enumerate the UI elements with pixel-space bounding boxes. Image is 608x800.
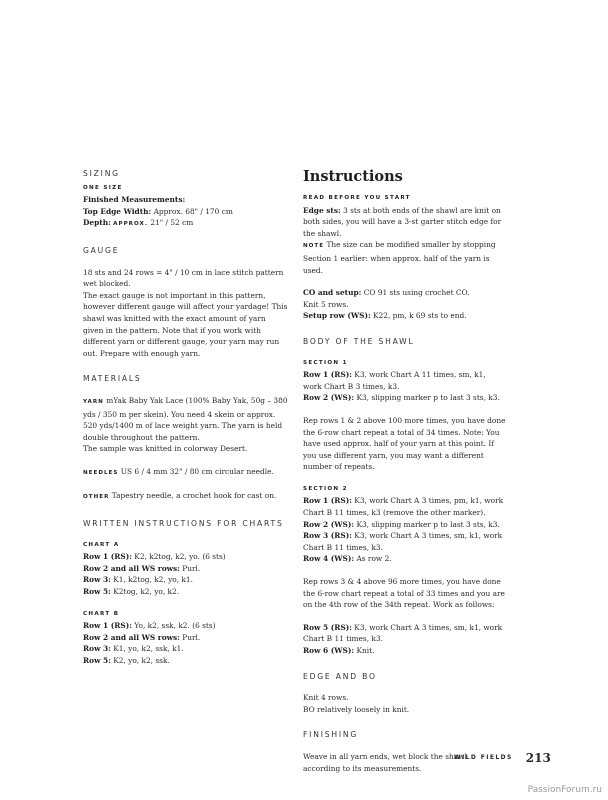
chart-a-row: Row 5: K2tog, k2, yo, k2.: [83, 587, 180, 597]
section-1-row: Row 1 (RS): K3, work Chart A 11 times, sm, k1, work Chart B 3 times, k3.: [303, 370, 486, 391]
edge-sts: Edge sts: 3 sts at both ends of the shawl are knit on both sides, you will have a 3-st garter stitch edge for the shawl.: [303, 205, 502, 238]
edge-bo-heading: EDGE AND BO: [303, 671, 377, 681]
section-2-row: Row 3 (RS): K3, work Chart A 3 times, sm, k1, work Chart B 11 times, k3.: [303, 531, 503, 552]
chart-b-title: CHART B: [83, 610, 120, 617]
chart-b-row: Row 2 and all WS rows: Purl.: [83, 632, 201, 642]
section-1-row: Row 2 (WS): K3, slipping marker p to last 3 sts, k3.: [303, 393, 500, 403]
section-2-row: Row 5 (RS): K3, work Chart A 3 times, sm, k1, work Chart B 11 times, k3.: [303, 622, 503, 644]
section-2-row: Row 6 (WS): Knit.: [303, 646, 375, 655]
page-footer: [454, 747, 551, 766]
section-2-row: Row 2 (WS): K3, slipping marker p to last 3 sts, k3.: [303, 519, 500, 529]
written-instructions-heading: WRITTEN INSTRUCTIONS FOR CHARTS: [83, 519, 284, 529]
chart-a-title: CHART A: [83, 541, 120, 548]
section-1-title: SECTION 1: [303, 359, 348, 366]
chart-a-row: Row 3: K1, k2tog, k2, yo, k1.: [83, 575, 193, 585]
footer-book-title: WILD FIELDS: [454, 754, 513, 761]
chart-a-row: Row 1 (RS): K2, k2tog, k2, yo. (6 sts): [83, 552, 226, 562]
yarn-text: YARN mYak Baby Yak Lace (100% Baby Yak, 50g – 380 yds / 350 m per skein). You need 4 skein or approx. 520 yds/1400 m of lace weight yarn. The yarn is held double throughout the pattern.: [83, 395, 288, 442]
edge-bo-line-1: Knit 4 rows.: [303, 693, 349, 703]
other-text: OTHER Tapestry needle, a crochet hook for cast on.: [83, 491, 277, 501]
section-2-row: Row 4 (WS): As row 2.: [303, 554, 392, 564]
sizing-heading: SIZING: [83, 169, 120, 178]
gauge-para-1: 18 sts and 24 rows = 4" / 10 cm in lace stitch pattern wet blocked.: [83, 267, 284, 289]
right-column: [303, 168, 506, 774]
top-edge-width: Top Edge Width: Approx. 68" / 170 cm: [83, 206, 233, 216]
gauge-heading: GAUGE: [83, 245, 120, 255]
left-column: [83, 168, 288, 667]
gauge-para-2: The exact gauge is not important in this pattern, however different gauge will affect your yardage! This shawl was knitted with the exact amount of yarn given in the pattern. Note that if you work with different yarn or different gauge, your yarn may run out. Prepare with enough yarn.: [83, 290, 288, 358]
chart-b-row: Row 3: K1, yo, k2, ssk, k1.: [83, 644, 184, 654]
section-2-row: Row 1 (RS): K3, work Chart A 3 times, pm, k1, work Chart B 11 times, k3 (remove the other marker).: [303, 496, 504, 518]
instructions-title: Instructions: [303, 168, 403, 185]
section-2-repeat: Rep rows 3 & 4 above 96 more times, you have done the 6-row chart repeat a total of 33 times and you are on the 4th row of the 34th repeat. Work as follows:: [303, 577, 505, 610]
co-setup: CO and setup: CO 91 sts using crochet CO.: [303, 288, 470, 298]
sample-text: The sample was knitted in colorway Desert.: [83, 444, 248, 454]
needles-text: NEEDLES US 6 / 4 mm 32" / 80 cm circular needle.: [83, 466, 274, 476]
page-number: 213: [525, 750, 551, 765]
materials-heading: MATERIALS: [83, 374, 142, 384]
body-heading: BODY OF THE SHAWL: [303, 336, 415, 346]
section-2-title: SECTION 2: [303, 485, 348, 492]
watermark: PassionForum.ru: [527, 785, 602, 795]
setup-row: Setup row (WS): K22, pm, k 69 sts to end.: [303, 311, 467, 321]
chart-a-row: Row 2 and all WS rows: Purl.: [83, 563, 201, 573]
section-1-repeat: Rep rows 1 & 2 above 100 more times, you have done the 6-row chart repeat a total of 34 times. Note: You have used approx. half of your yarn at this point. If you use different yarn, you may want a different number of repeats.: [303, 415, 506, 472]
finished-measurements: Finished Measurements:: [83, 195, 186, 205]
finishing-text: Weave in all yarn ends, wet block the shawl according to its measurements.: [303, 751, 467, 773]
chart-b-row: Row 1 (RS): Yo, k2, ssk, k2. (6 sts): [83, 621, 216, 631]
finishing-heading: FINISHING: [303, 730, 359, 740]
chart-b-row: Row 5: K2, yo, k2, ssk.: [83, 656, 170, 665]
note: NOTE The size can be modified smaller by stopping Section 1 earlier: when approx. half of the yarn is used.: [303, 240, 496, 275]
one-size-label: ONE SIZE: [83, 184, 123, 191]
edge-bo-line-2: BO relatively loosely in knit.: [303, 704, 410, 714]
depth: Depth: APPROX. 21" / 52 cm: [83, 218, 194, 228]
knit-5-rows: Knit 5 rows.: [303, 299, 349, 309]
read-before-label: READ BEFORE YOU START: [303, 195, 411, 201]
